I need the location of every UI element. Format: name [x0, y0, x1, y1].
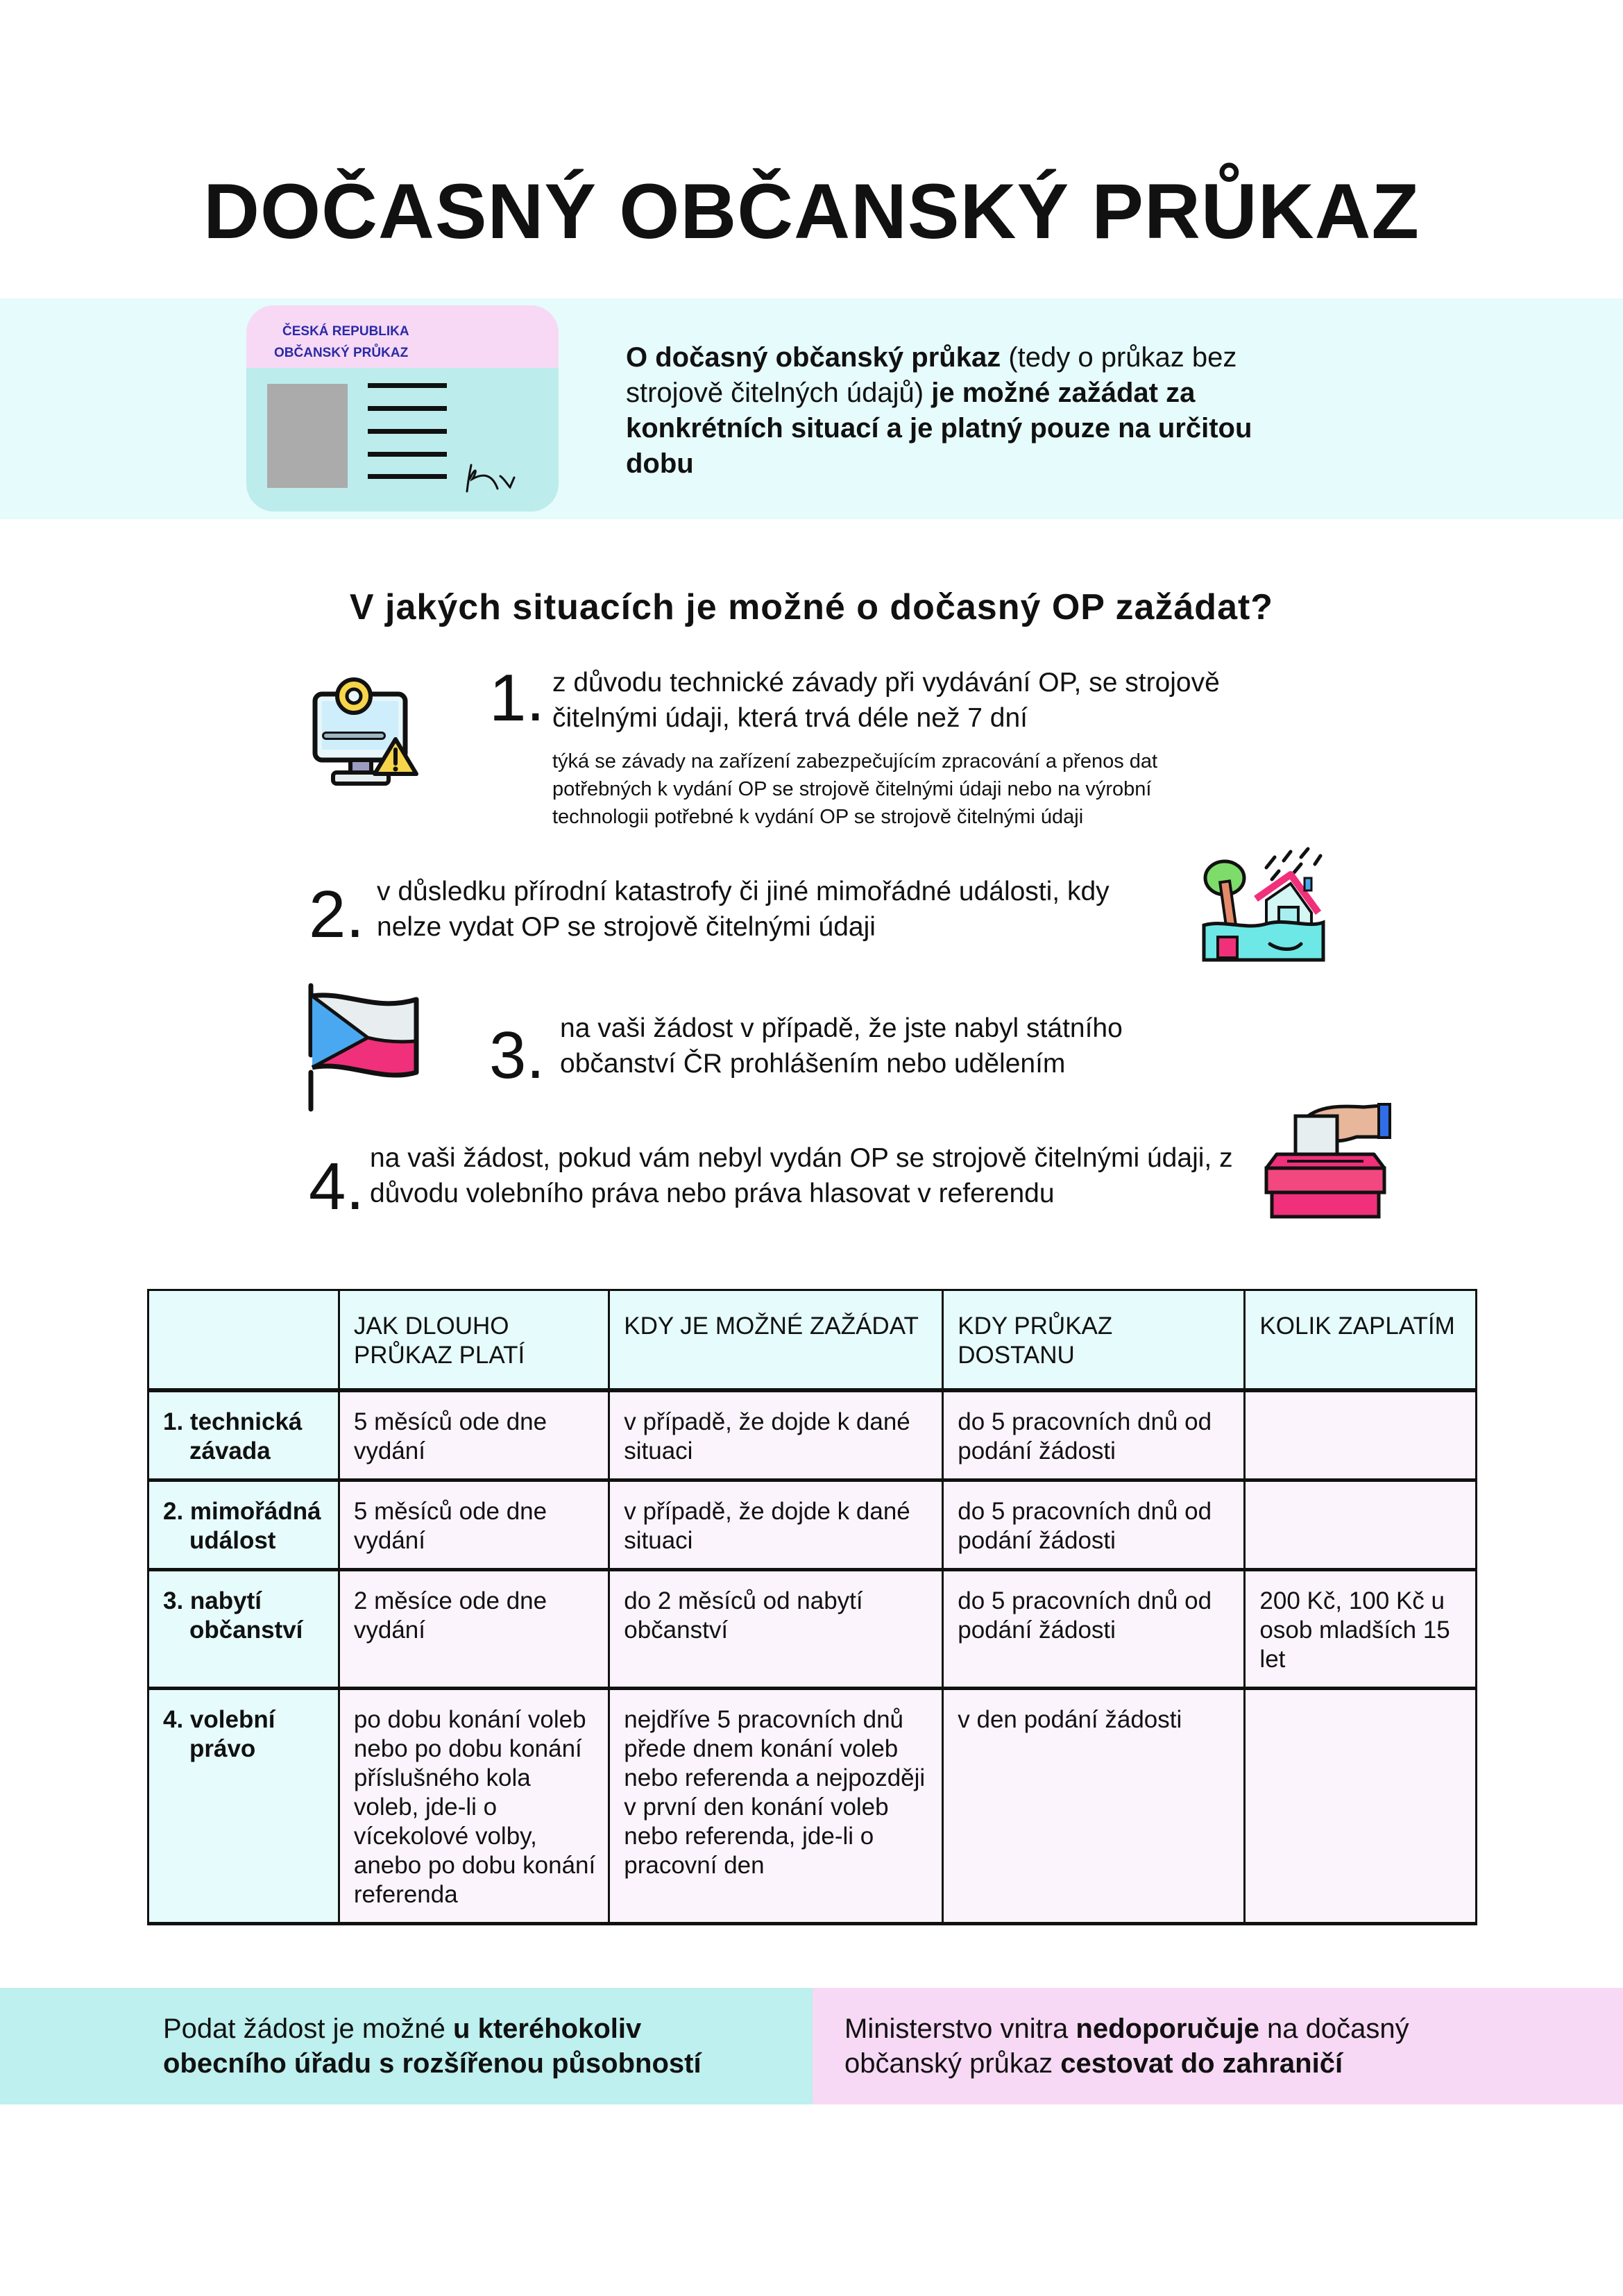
row-label-num: 3. nabytí	[163, 1587, 262, 1614]
row-label-rest: občanství	[189, 1617, 303, 1644]
czech-flag-icon	[305, 979, 423, 1114]
situation-text: v důsledku přírodní katastrofy či jiné mimořádné události, kdy nelze vydat OP se strojově čitelnými údaji	[377, 877, 1110, 942]
id-card-line	[368, 383, 447, 388]
row-label-rest: závada	[189, 1437, 271, 1464]
row-label	[148, 1689, 339, 1924]
footer-left-normal: Podat žádost je možné	[163, 2014, 454, 2044]
footer-right-text	[844, 2011, 1483, 2081]
footer-left-text	[163, 2011, 760, 2081]
situation-text: na vaši žádost v případě, že jste nabyl státního občanství ČR prohlášením nebo udělením	[560, 1013, 1123, 1079]
table-header-apply: KDY JE MOŽNÉ ZAŽÁDAT	[609, 1290, 943, 1391]
id-card-photo	[267, 384, 348, 488]
footer-left-bold: u kteréhokoliv obecního úřadu s rozšířenou působností	[163, 2014, 702, 2079]
situation-text: na vaši žádost, pokud vám nebyl vydán OP se strojově čitelnými údaji, z důvodu volebního práva nebo práva hlasovat v referendu	[370, 1143, 1233, 1208]
table-row	[148, 1689, 1477, 1924]
section-question: V jakých situacích je možné o dočasný OP zažádat?	[349, 587, 1274, 627]
id-card-line	[368, 474, 447, 479]
row-label	[148, 1390, 339, 1480]
computer-repair-warning-icon	[305, 670, 423, 788]
cell-price	[1245, 1390, 1477, 1480]
cell-validity: 5 měsíců ode dne vydání	[339, 1480, 609, 1570]
page-title: DOČASNÝ OBČANSKÝ PRŮKAZ	[203, 168, 1420, 255]
row-label-rest: událost	[189, 1527, 276, 1554]
id-card-country: ČESKÁ REPUBLIKA	[282, 324, 409, 339]
cell-apply: v případě, že dojde k dané situaci	[609, 1480, 943, 1570]
cell-validity: po dobu konání voleb nebo po dobu konání příslušného kola voleb, jde-li o vícekolové volby, anebo po dobu konání referenda	[339, 1689, 609, 1924]
footer-right-normal-2: na dočasný občanský průkaz	[844, 2014, 1409, 2079]
table-header-row	[148, 1290, 1477, 1391]
table-row	[148, 1480, 1477, 1570]
intro-bold-1: O dočasný občanský průkaz	[626, 342, 1001, 373]
table-header-receive: KDY PRŮKAZ DOSTANU	[943, 1290, 1245, 1391]
id-card-illustration	[246, 305, 559, 512]
row-label	[148, 1480, 339, 1570]
situation-number: 3.	[489, 1018, 545, 1092]
situation-text: z důvodu technické závady při vydávání OP, se strojově čitelnými údaji, která trvá déle než 7 dní	[552, 668, 1220, 733]
intro-normal: (tedy o průkaz bez strojově čitelných údajů)	[626, 342, 1237, 408]
cell-receive: v den podání žádosti	[943, 1689, 1245, 1924]
situation-number: 2.	[309, 877, 365, 952]
cell-apply: v případě, že dojde k dané situaci	[609, 1390, 943, 1480]
cell-apply: do 2 měsíců od nabytí občanství	[609, 1570, 943, 1689]
ballot-box-icon	[1259, 1099, 1391, 1220]
id-card-line	[368, 406, 447, 411]
cell-validity: 5 měsíců ode dne vydání	[339, 1390, 609, 1480]
intro-text	[626, 340, 1306, 482]
footer-right-bold-2: cestovat do zahraničí	[1060, 2048, 1343, 2079]
footer-right-normal-1: Ministerstvo vnitra	[844, 2014, 1076, 2044]
cell-apply: nejdříve 5 pracovních dnů přede dnem konání voleb nebo referenda a nejpozději v první den konání voleb nebo referenda, jde-li o pracovní den	[609, 1689, 943, 1924]
cell-price	[1245, 1480, 1477, 1570]
situation-number: 4.	[309, 1149, 365, 1224]
id-card-line	[368, 452, 447, 457]
signature-icon	[461, 458, 524, 500]
row-label	[148, 1570, 339, 1689]
flood-disaster-icon	[1197, 843, 1329, 965]
table-row	[148, 1570, 1477, 1689]
row-label-num: 2. mimořádná	[163, 1498, 321, 1525]
situation-number: 1.	[489, 661, 545, 735]
cell-receive: do 5 pracovních dnů od podání žádosti	[943, 1570, 1245, 1689]
info-table	[147, 1289, 1477, 1925]
row-label-num: 1. technická	[163, 1408, 303, 1435]
table-header-validity: JAK DLOUHO PRŮKAZ PLATÍ	[339, 1290, 609, 1391]
row-label-num: 4. volební	[163, 1706, 275, 1733]
table-header-empty	[148, 1290, 339, 1391]
footer-where-to-apply	[0, 1988, 813, 2104]
footer-right-bold-1: nedoporučuje	[1076, 2014, 1259, 2044]
cell-receive: do 5 pracovních dnů od podání žádosti	[943, 1390, 1245, 1480]
id-card-type: OBČANSKÝ PRŮKAZ	[274, 346, 409, 360]
id-card-line	[368, 429, 447, 434]
table-header-price: KOLIK ZAPLATÍM	[1245, 1290, 1477, 1391]
intro-bold-2: je možné zažádat za konkrétních situací a je platný pouze na určitou dobu	[626, 378, 1252, 479]
cell-validity: 2 měsíce ode dne vydání	[339, 1570, 609, 1689]
footer-travel-warning	[813, 1988, 1623, 2104]
situation-note: týká se závady na zařízení zabezpečujícím zpracování a přenos dat potřebných k vydání OP se strojově čitelnými údaji nebo na výrobní technologii potřebné k vydání OP se strojově čitelnými údaji	[552, 750, 1158, 828]
cell-price: 200 Kč, 100 Kč u osob mladších 15 let	[1245, 1570, 1477, 1689]
cell-price	[1245, 1689, 1477, 1924]
row-label-rest: právo	[189, 1735, 256, 1762]
table-row	[148, 1390, 1477, 1480]
cell-receive: do 5 pracovních dnů od podání žádosti	[943, 1480, 1245, 1570]
